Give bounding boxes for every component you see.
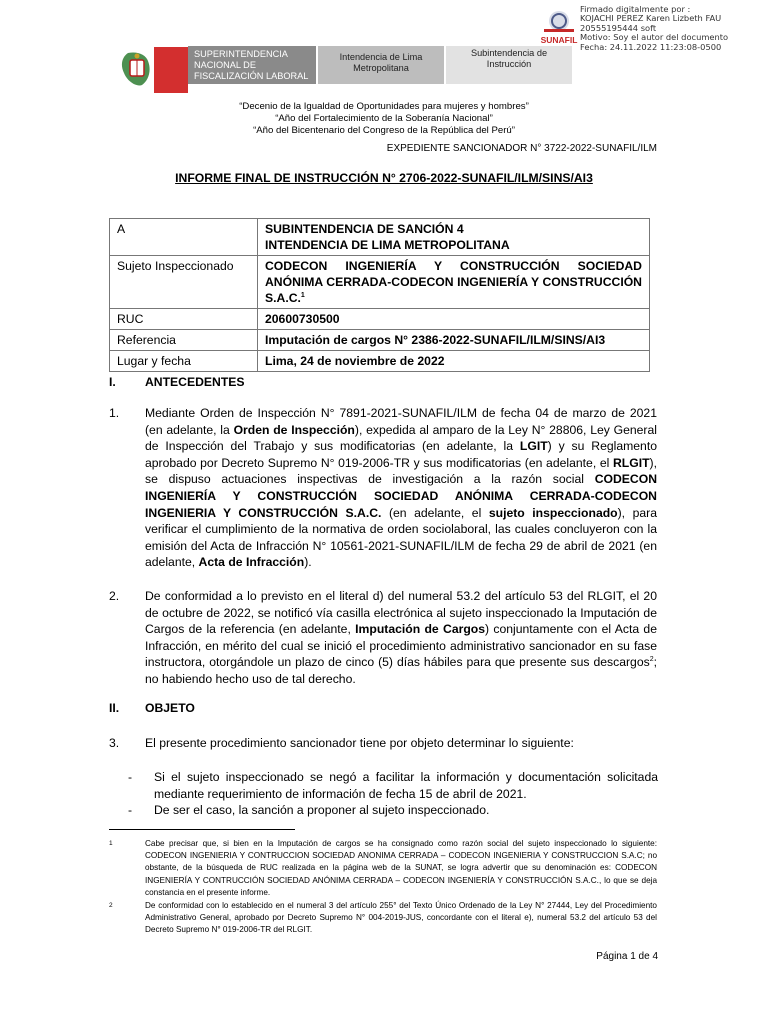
addressee-line: SUBINTENDENCIA DE SANCIÓN 4 [265,222,464,236]
table-key: Lugar y fecha [110,351,258,372]
signature-line: 20555195444 soft [580,22,657,33]
paragraph-number: 1. [109,406,120,420]
table-row [110,309,650,330]
decenio-line: “Año del Bicentenario del Congreso de la República del Perú” [253,125,515,136]
signature-line: Fecha: 24.11.2022 11:23:08-0500 [580,41,722,52]
decenio-line: “Año del Fortalecimiento de la Soberanía Nacional” [275,113,493,124]
section-number: II. [109,701,120,715]
list-item [128,802,658,819]
table-key: Referencia [110,330,258,351]
decenio-line: “Decenio de la Igualdad de Oportunidades para mujeres y hombres” [239,101,529,112]
header-intendencia-box: Intendencia de Lima Metropolitana [318,46,444,84]
company-name: CODECON INGENIERÍA Y CONSTRUCCIÓN SOCIEDAD ANÓNIMA CERRADA-CODECON INGENIERÍA Y CONSTRUCCIÓN S.A.C. [265,259,642,305]
report-title: INFORME FINAL DE INSTRUCCIÓN N° 2706-2022-SUNAFIL/ILM/SINS/AI3 [175,171,593,185]
table-key: RUC [110,309,258,330]
sunafil-logo-text: SUNAFIL [540,35,578,45]
footnote-number: 2 [109,902,113,909]
table-row [110,330,650,351]
signature-stamp-icon [534,6,584,46]
footnote-1 [109,838,657,899]
report-metadata-table [109,218,650,372]
table-row [110,256,650,309]
table-value [258,219,650,256]
table-value: Lima, 24 de noviembre de 2022 [258,351,650,372]
section-number: I. [109,375,116,389]
table-row [110,351,650,372]
footnote-text: De conformidad con lo establecido en el numeral 3 del artículo 255° del Texto Único Ordenado de la Ley N° 27444, Ley del Procedimiento Administrativo General, aprobado por Decreto Supremo N° 004-2019-JUS, concordante con el literal e), numeral 53.2 del artículo 53 del Decreto Supremo N° 019-2006-TR del RLGIT. [145,901,657,935]
footnote-ref: 1 [300,291,305,299]
table-value: Imputación de cargos N° 2386-2022-SUNAFIL/ILM/SINS/AI3 [258,330,650,351]
bullet-dash: - [128,770,133,784]
paragraph-number: 2. [109,589,120,603]
paragraph-2 [109,588,657,688]
footnote-separator [109,829,295,830]
paragraph-1 [109,405,657,571]
expediente-number: EXPEDIENTE SANCIONADOR N° 3722-2022-SUNAFIL/ILM [386,143,657,154]
section-heading [109,375,245,389]
table-key: A [110,219,258,256]
footnote-2 [109,900,657,937]
section-title: ANTECEDENTES [145,375,245,389]
paragraph-text: Mediante Orden de Inspección N° 7891-2021-SUNAFIL/ILM de fecha 04 de marzo de 2021 (en adelante, la Orden de Inspección), expedida al amparo de la Ley N° 28806, Ley General de Inspección del Trabajo y sus modificatorias (en adelante, la LGIT) y su Reglamento aprobado por Decreto Supremo N° 019-2006-TR y sus modificatorias (en adelante, el RLGIT), se dispuso actuaciones inspectivas de investigación a la razón social CODECON INGENIERÍA Y CONSTRUCCIÓN SOCIEDAD ANÓNIMA CERRADA-CODECON INGENIERIA Y CONSTRUCCIÓN S.A.C. (en adelante, el sujeto inspeccionado), para verificar el cumplimiento de la normativa de orden sociolaboral, las cuales concluyeron con la emisión del Acta de Infracción N° 10561-2021-SUNAFIL/ILM de fecha 29 de abril de 2021 (en adelante, Acta de Infracción). [145,406,658,570]
signature-line: Motivo: Soy el autor del documento [580,32,729,43]
footnote-number: 1 [109,840,113,847]
footnote-text: Cabe precisar que, si bien en la Imputación de cargos se ha consignado como razón social del sujeto inspeccionado lo siguiente: CODECON INGENIERIA Y CONTRUCCION SOCIEDAD ANONIMA CERRADA – CODECON INGENIERIA Y CONSTRUCCION S.A.C; no obstante, de la búsqueda de RUC realizada en la página web de la SUNAT, se logra advertir que su denominación es: CODECON INGENIERÍA Y CONTRUCCIÓN SOCIEDAD ANÓNIMA CERRADA – CODECON INGENIERÍA Y CONSTRUCCIÓN S.A.C., lo que se deja constancia en el presente informe. [145,839,657,897]
section-heading [109,701,195,715]
paragraph-text: De conformidad a lo previsto en el literal d) del numeral 53.2 del artículo 53 del RLGIT, el 20 de octubre de 2022, se notificó vía casilla electrónica al sujeto inspeccionado la Imputación de Cargos de la referencia (en adelante, Imputación de Cargos) conjuntamente con el Acta de Infracción, en mérito del cual se inició el procedimiento administrativo sancionador en su fase instructora, otorgándole un plazo de cinco (5) días hábiles para que presente sus descargos$^2$; no habiendo hecho uso de tal derecho. [145,589,657,686]
table-key: Sujeto Inspeccionado [110,256,258,309]
table-value [258,256,650,309]
peru-coat-of-arms-icon [108,47,188,93]
signature-line: Firmado digitalmente por : [580,4,691,14]
paragraph-number: 3. [109,736,120,750]
list-item-text: Si el sujeto inspeccionado se negó a facilitar la información y documentación solicitada mediante requerimiento de información de fecha 15 de abril de 2021. [154,770,658,801]
header-subintendencia-box: Subintendencia de Instrucción [446,46,572,84]
footnote-ref: 2 [649,656,654,664]
list-item-text: De ser el caso, la sanción a proponer al sujeto inspeccionado. [154,803,490,817]
table-value: 20600730500 [258,309,650,330]
paragraph-3 [109,735,657,752]
paragraph-text: El presente procedimiento sancionador tiene por objeto determinar lo siguiente: [145,736,574,750]
signature-text [580,5,728,52]
list-item [128,769,658,802]
section-title: OBJETO [145,701,195,715]
digital-signature-block [512,0,768,52]
addressee-line: INTENDENCIA DE LIMA METROPOLITANA [265,238,510,252]
signature-line: KOJACHI PEREZ Karen Lizbeth FAU [580,13,722,24]
header-institution-box: SUPERINTENDENCIA NACIONAL DE FISCALIZACIÓN LABORAL [188,46,316,84]
table-row [110,219,650,256]
page-number: Página 1 de 4 [596,951,658,962]
bullet-dash: - [128,803,133,817]
